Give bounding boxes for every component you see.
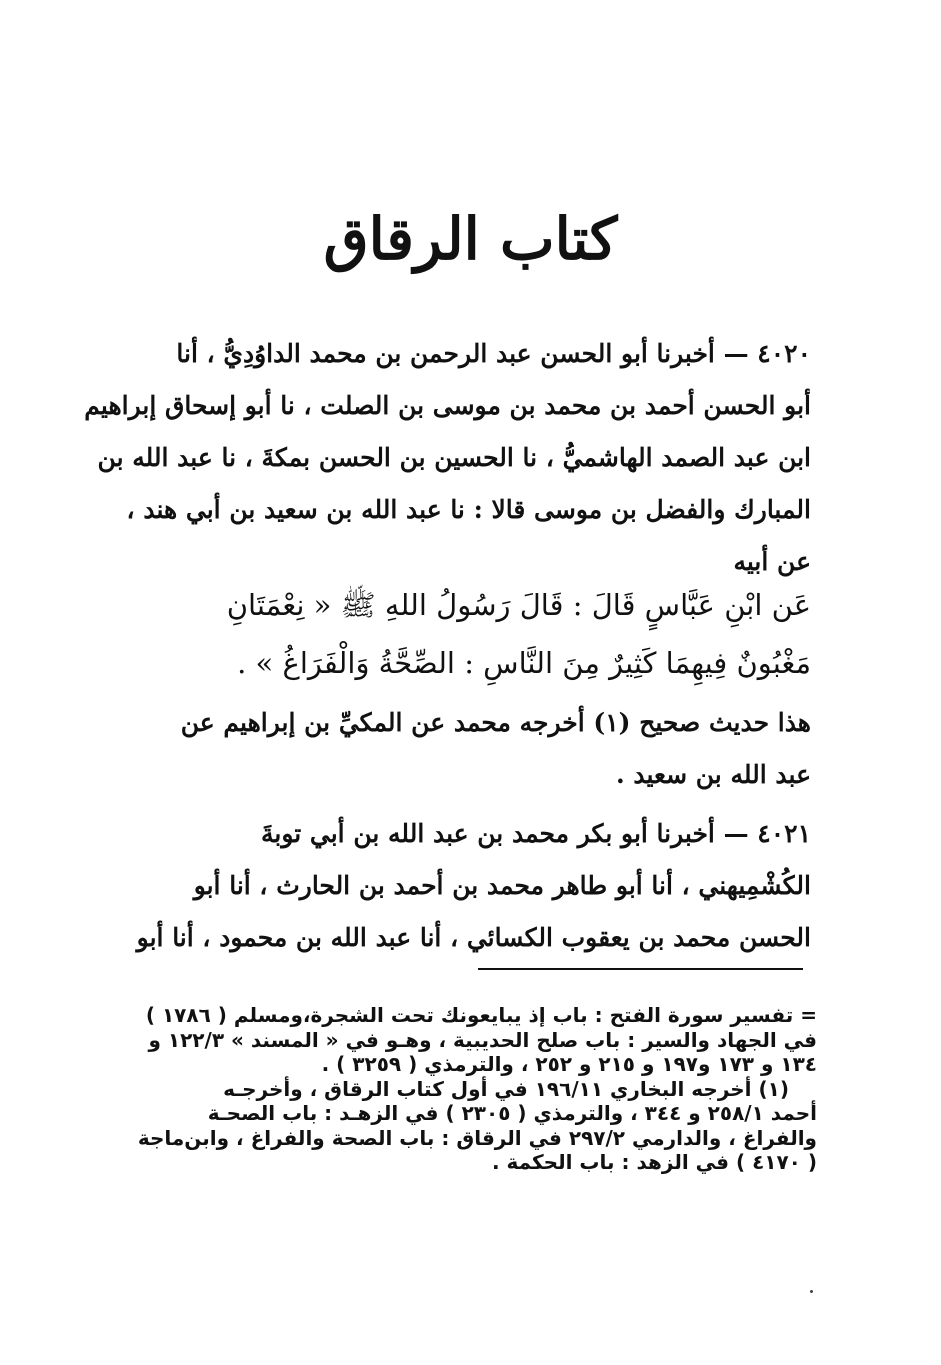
text-line: ابن عبد الصمد الهاشميُّ ، نا الحسين بن الحسن بمكةَ ، نا عبد الله بن: [97, 443, 811, 472]
text-line: عَن ابْنِ عَبَّاسٍ قَالَ : قَالَ رَسُولُ اللهِ ﷺ « نِعْمَتَانِ: [226, 588, 811, 622]
text-line: عن أبيه: [733, 547, 811, 576]
text-line: عبد الله بن سعيد .: [615, 760, 811, 789]
text-line: هذا حديث صحيح (١) أخرجه محمد عن المكيِّ بن إبراهيم عن: [180, 708, 811, 737]
text-line: المبارك والفضل بن موسى قالا : نا عبد الله بن سعيد بن أبي هند ،: [126, 495, 811, 524]
text-line: ٤٠٢٠ — أخبرنا أبو الحسن عبد الرحمن بن محمد الداوُدِيُّ ، أنا: [176, 339, 811, 368]
footnote-line: والفراغ ، والدارمي ٢٩٧/٢ في الرقاق : باب الصحة والفراغ ، وابن‌ماجة: [137, 1125, 817, 1150]
text-line: مَغْبُونٌ فِيهِمَا كَثِيرٌ مِنَ النَّاسِ : الصِّحَّةُ وَالْفَرَاغُ » .: [237, 646, 811, 680]
footnote-line: (١) أخرجه البخاري ١٩٦/١١ في أول كتاب الرقاق ، وأخرجـه: [223, 1076, 789, 1101]
footnote-line: أحمد ٢٥٨/١ و ٣٤٤ ، والترمذي ( ٢٣٠٥ ) في الزهـد : باب الصحـة: [207, 1101, 817, 1125]
scan-speck: [810, 1290, 813, 1293]
footnotes: [137, 1003, 817, 1175]
footnote-line: ١٣٤ و ١٧٣ و١٩٧ و ٢١٥ و ٢٥٢ ، والترمذي ( ٣٢٥٩ ) .: [321, 1052, 817, 1076]
footnote-line: ( ٤١٧٠ ) في الزهد : باب الحكمة .: [491, 1150, 817, 1174]
hadith-4020-chain: [84, 328, 811, 588]
hadith-4021-chain: [136, 808, 811, 964]
text-line: الكُشْمِيهني ، أنا أبو طاهر محمد بن أحمد بن الحارث ، أنا أبو: [193, 871, 811, 900]
hadith-4020-grading: [155, 697, 811, 801]
footnote-line: في الجهاد والسير : باب صلح الحديبية ، وهـو في « المسند » ١٢٢/٣ و: [148, 1027, 817, 1052]
book-title: كتاب الرقاق: [323, 205, 618, 273]
text-line: الحسن محمد بن يعقوب الكسائي ، أنا عبد الله بن محمود ، أنا أبو: [136, 923, 811, 952]
footnote-divider: [478, 968, 803, 970]
text-line: ٤٠٢١ — أخبرنا أبو بكر محمد بن عبد الله بن أبي توبةَ: [260, 819, 811, 848]
text-line: أبو الحسن أحمد بن محمد بن موسى بن الصلت ، نا أبو إسحاق إبراهيم: [84, 391, 811, 420]
footnote-line: = تفسير سورة الفتح : باب إذ يبايعونك تحت الشجرة،ومسلم ( ١٧٨٦ ): [145, 1003, 817, 1027]
hadith-4020-body: [155, 576, 811, 692]
